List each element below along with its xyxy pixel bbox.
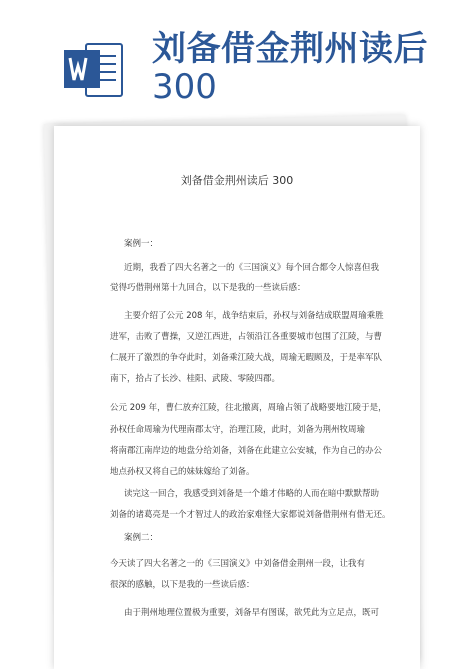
paragraph-line: 公元 209 年，曹仁放弃江陵，往北撤离，周瑜占领了战略要地江陵于是， <box>110 403 387 413</box>
paragraph-line: 很深的感触，以下是我的一些读后感： <box>110 580 255 590</box>
word-doc-icon <box>62 38 126 102</box>
paragraph-line: 仁展开了激烈的争夺此时，刘备乘江陵大战，周瑜无暇顾及，于是率军队 <box>110 353 383 363</box>
document-content <box>54 126 420 669</box>
paragraph-line: 由于荆州地理位置极为重要，刘备早有图谋，欲凭此为立足点，既可 <box>124 608 380 618</box>
paragraph-line: 近期，我看了四大名著之一的《三国演义》每个回合都令人惊喜但我 <box>124 263 380 273</box>
document-title-number: 300 <box>152 67 217 107</box>
document-title: 刘备借金荆州读后 <box>152 29 428 69</box>
paragraph-line: 地点孙权又将自己的妹妹嫁给了刘备。 <box>110 467 255 477</box>
paragraph-line: 案例一： <box>124 239 159 249</box>
page-heading: 刘备借金荆州读后 300 <box>180 174 294 187</box>
paragraph-line: 读完这一回合，我感受到刘备是一个雄才伟略的人而在暗中默默帮助 <box>124 489 380 499</box>
paragraph-line: 主要介绍了公元 208 年，战争结束后，孙权与刘备结成联盟周瑜乘胜 <box>124 311 384 321</box>
paragraph-line: 孙权任命周瑜为代理南郡太守，治理江陵，此时，刘备为荆州牧周瑜 <box>110 425 366 435</box>
header <box>0 0 474 110</box>
document-page <box>54 126 420 669</box>
paragraph-line: 今天读了四大名著之一的《三国演义》中刘备借金荆州一段，让我有 <box>110 559 366 569</box>
paragraph-line: 案例二： <box>124 533 159 543</box>
paragraph-line: 进军，击败了曹操，又逆江西进，占领沿江各重要城市包围了江陵，与曹 <box>110 332 383 342</box>
paragraph-line: 南下，拾占了长沙、桂阳、武陵、零陵四郡。 <box>110 374 281 384</box>
paragraph-line: 觉得巧借荆州第十九回合，以下是我的一些读后感： <box>110 283 306 293</box>
paragraph-line: 刘备的诸葛亮是一个才智过人的政治家难怪大家都说刘备借荆州有借无还。 <box>110 510 391 520</box>
paragraph-line: 将南郡江南岸边的地盘分给刘备，刘备在此建立公安城，作为自己的办公 <box>110 446 383 456</box>
